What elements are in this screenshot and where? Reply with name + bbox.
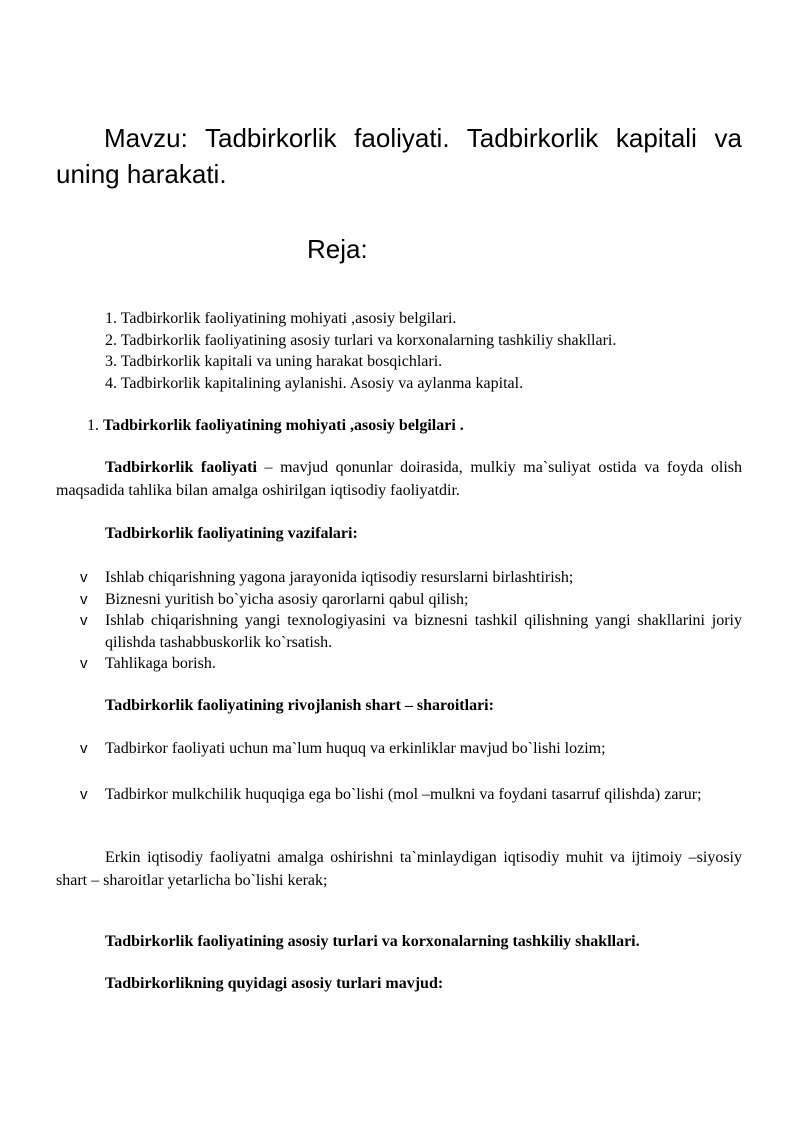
bullet-marker: v xyxy=(80,655,88,672)
plan-item: 2. Tadbirkorlik faoliyatining asosiy turlari va korxonalarning tashkiliy shakllari. xyxy=(105,331,617,349)
list-item: v Ishlab chiqarishning yangi texnologiyasini va biznesni tashkil qilishning yangi shakllarini joriy qilishda tashabbuskorlik ko`rsatish. xyxy=(80,612,742,651)
plan-item: 3. Tadbirkorlik kapitali va uning harakat bosqichlari. xyxy=(105,353,443,370)
plan-list xyxy=(105,308,616,394)
list-item: v Tahlikaga borish. xyxy=(80,653,742,675)
erkin-paragraph: Erkin iqtisodiy faoliyatni amalga oshirishni ta`minlaydigan iqtisodiy muhit va ijtimoiy –siyosiy shart – sharoitlar yetarlicha bo`lishi kerak; xyxy=(56,849,742,889)
section-heading xyxy=(87,416,464,436)
vazifalar-heading: Tadbirkorlik faoliyatining vazifalari: xyxy=(105,525,358,542)
bullet-marker: v xyxy=(80,590,88,608)
vazifalar-list xyxy=(80,567,742,675)
turlar-heading: Tadbirkorlik faoliyatining asosiy turlari va korxonalarning tashkiliy shakllari. xyxy=(105,933,640,950)
turlar-subheading: Tadbirkorlikning quyidagi asosiy turlari mavjud: xyxy=(105,975,444,992)
section-number: 1. xyxy=(87,417,103,434)
bullet-marker: v xyxy=(80,612,88,629)
bullet-marker: v xyxy=(80,786,88,803)
definition-term: Tadbirkorlik faoliyati xyxy=(105,459,257,476)
list-item: v Tadbirkor faoliyati uchun ma`lum huquq va erkinliklar mavjud bo`lishi lozim; xyxy=(80,738,742,760)
bullet-marker: v xyxy=(80,569,88,586)
definition-paragraph xyxy=(56,456,742,502)
list-item: v Tadbirkor mulkchilik huquqiga ega bo`lishi (mol –mulkni va foydani tasarruf qilishda) zarur; xyxy=(80,784,742,806)
section-title: Tadbirkorlik faoliyatining mohiyati ,asosiy belgilari . xyxy=(103,417,464,434)
definition-text: – mavjud qonunlar doirasida, mulkiy ma`suliyat ostida va foyda olish maqsadida tahlika bilan amalga oshirilgan iqtisodiy faoliyatdir. xyxy=(56,459,743,499)
sharoitlar-list-2 xyxy=(80,784,742,806)
bullet-marker: v xyxy=(80,740,88,757)
list-item: v Ishlab chiqarishning yagona jarayonida iqtisodiy resurslarni birlashtirish; xyxy=(80,567,742,589)
sharoitlar-list-1 xyxy=(80,738,742,760)
sharoitlar-heading: Tadbirkorlik faoliyatining rivojlanish shart – sharoitlari: xyxy=(105,697,494,714)
plan-item: 1. Tadbirkorlik faoliyatining mohiyati ,asosiy belgilari. xyxy=(105,310,457,327)
plan-item: 4. Tadbirkorlik kapitalining aylanishi. Asosiy va aylanma kapital. xyxy=(105,374,524,392)
document-title: Mavzu: Tadbirkorlik faoliyati. Tadbirkorlik kapitali va uning harakati. xyxy=(56,123,742,189)
list-item: v Biznesni yuritish bo`yicha asosiy qarorlarni qabul qilish; xyxy=(80,589,742,611)
plan-label: Reja: xyxy=(307,234,368,264)
